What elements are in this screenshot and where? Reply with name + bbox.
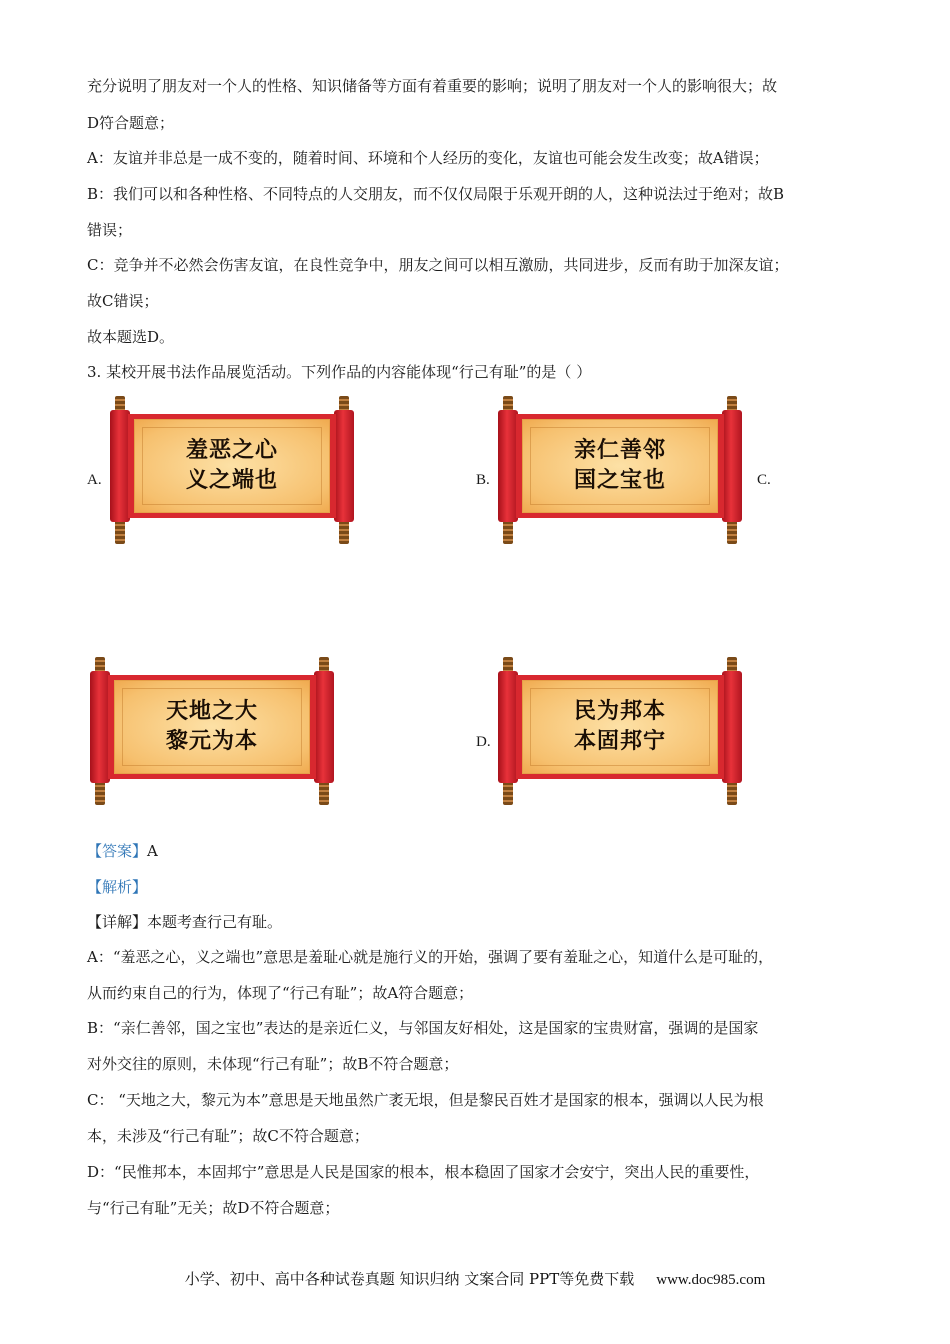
detail-line: D：“民惟邦本，本固邦宁”意思是人民是国家的根本，根本稳固了国家才会安宁，突出人民的重要性， [87, 1163, 760, 1181]
option-b-line1: 亲仁善邻 [573, 438, 666, 463]
prev-explanation-line: C：竞争并不必然会伤害友谊，在良性竞争中，朋友之间可以相互激励，共同进步，反而有助于加深友谊； [87, 256, 789, 274]
option-d-label: D. [476, 734, 491, 750]
page-footer [0, 1269, 950, 1290]
option-a-line2: 义之端也 [185, 468, 278, 493]
question-text: 3. 某校开展书法作品展览活动。下列作品的内容能体现“行己有耻”的是（ ） [87, 363, 592, 381]
footer-url[interactable]: www.doc985.com [656, 1272, 766, 1288]
option-d-line1: 民为邦本 [573, 699, 666, 724]
option-b-label: B. [476, 472, 490, 488]
prev-explanation-line: 错误； [87, 221, 133, 239]
detail-line: 从而约束自己的行为，体现了“行己有耻”；故A符合题意； [87, 984, 474, 1002]
option-d-line2: 本固邦宁 [573, 729, 666, 754]
detail-line: 对外交往的原则，未体现“行己有耻”；故B不符合题意； [87, 1055, 459, 1073]
detail-line: C： “天地之大，黎元为本”意思是天地虽然广袤无垠，但是黎民百姓才是国家的根本，强调以人民为根 [87, 1091, 764, 1109]
answer-line [87, 840, 158, 862]
option-c-line2: 黎元为本 [165, 729, 258, 754]
prev-explanation-line: A：友谊并非总是一成不变的，随着时间、环境和个人经历的变化，友谊也可能会发生改变；故A错误； [87, 149, 769, 167]
prev-explanation-line: 故本题选D。 [87, 328, 175, 346]
option-b-scroll [498, 396, 742, 544]
option-c-scroll [90, 657, 334, 805]
prev-explanation-line: D符合题意； [87, 114, 175, 132]
prev-explanation-line: 充分说明了朋友对一个人的性格、知识储备等方面有着重要的影响；说明了朋友对一个人的影响很大；故 [87, 77, 778, 95]
prev-explanation-line: 故C错误； [87, 292, 159, 310]
detail-line: A：“羞恶之心，义之端也”意思是羞耻心就是施行义的开始，强调了要有羞耻之心，知道什么是可耻的， [87, 948, 774, 966]
detail-line: 与“行己有耻”无关；故D不符合题意； [87, 1199, 340, 1217]
detail-line: 【详解】本题考查行己有耻。 [87, 913, 283, 931]
footer-text: 小学、初中、高中各种试卷真题 知识归纳 文案合同 PPT等免费下载 [184, 1270, 635, 1288]
option-d-scroll [498, 657, 742, 805]
option-a-line1: 羞恶之心 [185, 438, 278, 463]
detail-line: 本，未涉及“行己有耻”；故C不符合题意； [87, 1127, 369, 1145]
analysis-tag: 【解析】 [87, 878, 148, 896]
answer-value: A [147, 842, 158, 860]
option-c-label: C. [757, 472, 771, 488]
answer-tag: 【答案】 [87, 842, 148, 860]
option-a-scroll [110, 396, 354, 544]
option-c-line1: 天地之大 [165, 699, 258, 724]
option-a-label: A. [87, 472, 102, 488]
option-b-line2: 国之宝也 [573, 468, 666, 493]
detail-line: B：“亲仁善邻，国之宝也”表达的是亲近仁义，与邻国友好相处，这是国家的宝贵财富，强调的是国家 [87, 1019, 759, 1037]
prev-explanation-line: B：我们可以和各种性格、不同特点的人交朋友，而不仅仅局限于乐观开朗的人，这种说法过于绝对；故B [87, 185, 785, 203]
